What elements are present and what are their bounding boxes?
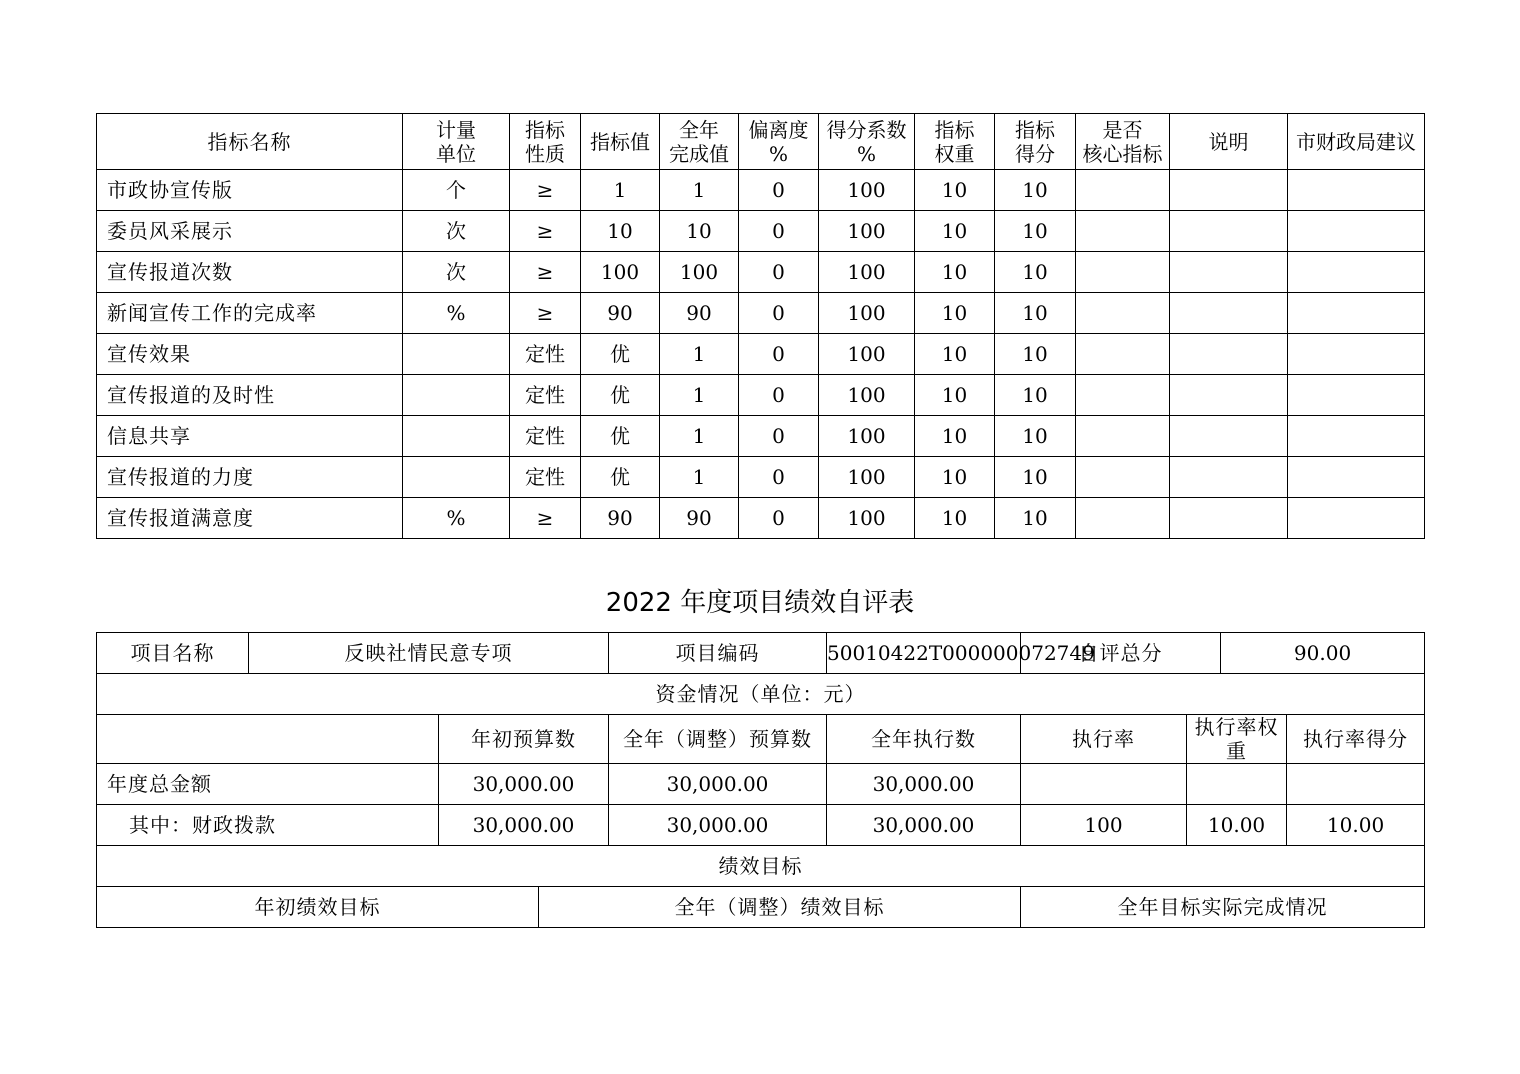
indicator-cell — [1076, 211, 1170, 252]
indicator-cell: 0 — [739, 498, 819, 539]
funds-cell: 年度总金额 — [97, 764, 439, 805]
indicator-cell: 10 — [995, 457, 1076, 498]
indicator-cell — [403, 457, 510, 498]
indicator-cell — [1288, 252, 1425, 293]
funds-cell — [1021, 764, 1187, 805]
indicator-cell: 90 — [581, 498, 660, 539]
indicator-cell: ≥ — [510, 498, 581, 539]
indicator-cell: 1 — [660, 334, 739, 375]
indicator-cell — [1288, 293, 1425, 334]
funds-header-cell: 执行率 — [1021, 715, 1187, 764]
indicator-row — [97, 457, 1425, 498]
indicator-cell — [403, 375, 510, 416]
indicator-cell — [1076, 293, 1170, 334]
header-cell: 指标 性质 — [510, 114, 581, 170]
indicator-cell — [403, 334, 510, 375]
funds-cell: 30,000.00 — [827, 805, 1021, 846]
indicator-row — [97, 498, 1425, 539]
indicator-cell: % — [403, 498, 510, 539]
indicator-cell: 100 — [819, 170, 915, 211]
indicator-cell: 定性 — [510, 457, 581, 498]
indicator-cell: 90 — [660, 498, 739, 539]
funds-header-cell — [97, 715, 439, 764]
funds-cell: 30,000.00 — [439, 764, 609, 805]
indicator-cell — [1170, 252, 1288, 293]
indicator-cell: ≥ — [510, 293, 581, 334]
indicator-cell: 0 — [739, 170, 819, 211]
indicator-cell: 90 — [581, 293, 660, 334]
indicator-cell: 1 — [660, 375, 739, 416]
header-cell: 得分系数 % — [819, 114, 915, 170]
indicator-cell: 10 — [915, 170, 995, 211]
header-cell: 全年 完成值 — [660, 114, 739, 170]
funds-header-cell: 年初预算数 — [439, 715, 609, 764]
indicator-cell — [1288, 375, 1425, 416]
indicator-cell: ≥ — [510, 211, 581, 252]
project-info-row — [97, 633, 1425, 674]
indicator-name-cell: 宣传报道次数 — [97, 252, 403, 293]
goals-header-cell: 年初绩效目标 — [97, 887, 539, 928]
indicator-cell: 0 — [739, 416, 819, 457]
indicator-name-cell: 宣传效果 — [97, 334, 403, 375]
indicator-cell: 优 — [581, 457, 660, 498]
indicator-cell — [1170, 211, 1288, 252]
indicator-cell: 10 — [995, 416, 1076, 457]
funds-cell: 10.00 — [1287, 805, 1425, 846]
indicator-cell: 100 — [819, 498, 915, 539]
indicator-row — [97, 211, 1425, 252]
indicator-cell: 1 — [660, 416, 739, 457]
indicator-cell — [1170, 498, 1288, 539]
indicator-cell: 0 — [739, 293, 819, 334]
indicator-cell: 10 — [995, 375, 1076, 416]
total-score-label: 自评总分 — [1021, 633, 1221, 674]
indicator-name-cell: 宣传报道的力度 — [97, 457, 403, 498]
indicator-table — [96, 113, 1425, 539]
indicator-cell: 定性 — [510, 375, 581, 416]
indicator-cell — [1170, 170, 1288, 211]
indicator-cell: 100 — [819, 252, 915, 293]
header-cell: 计量 单位 — [403, 114, 510, 170]
header-cell: 说明 — [1170, 114, 1288, 170]
indicator-row — [97, 293, 1425, 334]
header-cell: 市财政局建议 — [1288, 114, 1425, 170]
indicator-cell: 10 — [995, 334, 1076, 375]
indicator-cell: 100 — [819, 457, 915, 498]
project-name-label: 项目名称 — [97, 633, 249, 674]
indicator-cell — [1288, 498, 1425, 539]
indicator-row — [97, 252, 1425, 293]
funds-heading-row — [97, 674, 1425, 715]
indicator-cell — [1076, 457, 1170, 498]
funds-cell — [1187, 764, 1287, 805]
funds-header-cell: 执行率权重 — [1187, 715, 1287, 764]
funds-cell — [1287, 764, 1425, 805]
indicator-cell: 1 — [660, 457, 739, 498]
indicator-cell — [403, 416, 510, 457]
eval-form-title: 2022 年度项目绩效自评表 — [605, 588, 915, 618]
indicator-cell: 优 — [581, 334, 660, 375]
funds-row — [97, 805, 1425, 846]
funds-header-cell: 全年执行数 — [827, 715, 1021, 764]
indicator-cell — [1170, 334, 1288, 375]
indicator-cell: 次 — [403, 211, 510, 252]
indicator-row — [97, 334, 1425, 375]
goals-heading-row — [97, 846, 1425, 887]
funds-header-cell: 全年（调整）预算数 — [609, 715, 827, 764]
indicator-cell — [1288, 211, 1425, 252]
indicator-cell: 10 — [915, 498, 995, 539]
indicator-cell — [1076, 498, 1170, 539]
indicator-cell — [1288, 457, 1425, 498]
goals-heading: 绩效目标 — [97, 846, 1425, 887]
indicator-cell: ≥ — [510, 252, 581, 293]
project-code-label: 项目编码 — [609, 633, 827, 674]
total-score-value: 90.00 — [1221, 633, 1425, 674]
indicator-cell: 10 — [995, 293, 1076, 334]
indicator-cell: 0 — [739, 375, 819, 416]
indicator-cell — [1170, 457, 1288, 498]
indicator-name-cell: 新闻宣传工作的完成率 — [97, 293, 403, 334]
indicator-cell: 100 — [819, 416, 915, 457]
indicator-cell: ≥ — [510, 170, 581, 211]
indicator-cell: 100 — [581, 252, 660, 293]
indicator-row — [97, 375, 1425, 416]
indicator-cell: 100 — [819, 293, 915, 334]
indicator-cell — [1076, 416, 1170, 457]
indicator-cell: 0 — [739, 211, 819, 252]
indicator-cell: 定性 — [510, 334, 581, 375]
funds-cell: 30,000.00 — [827, 764, 1021, 805]
indicator-cell: 100 — [819, 211, 915, 252]
header-cell: 指标 得分 — [995, 114, 1076, 170]
header-cell: 指标 权重 — [915, 114, 995, 170]
funds-cell: 100 — [1021, 805, 1187, 846]
indicator-cell: 10 — [915, 375, 995, 416]
indicator-cell — [1170, 293, 1288, 334]
indicator-cell: 优 — [581, 416, 660, 457]
indicator-row — [97, 416, 1425, 457]
funds-header-row — [97, 715, 1425, 764]
indicator-cell: 0 — [739, 334, 819, 375]
indicator-name-cell: 信息共享 — [97, 416, 403, 457]
project-name-value: 反映社情民意专项 — [249, 633, 609, 674]
indicator-cell: 100 — [660, 252, 739, 293]
indicator-cell: 100 — [819, 334, 915, 375]
indicator-cell: 优 — [581, 375, 660, 416]
funds-cell: 30,000.00 — [609, 805, 827, 846]
indicator-cell: 0 — [739, 252, 819, 293]
project-code-value: 50010422T000000072749 — [827, 633, 1021, 674]
header-cell: 指标名称 — [97, 114, 403, 170]
indicator-row — [97, 170, 1425, 211]
indicator-cell — [1288, 416, 1425, 457]
indicator-cell — [1076, 252, 1170, 293]
indicator-cell: 个 — [403, 170, 510, 211]
indicator-cell — [1076, 375, 1170, 416]
indicator-cell — [1076, 170, 1170, 211]
goals-header-row — [97, 887, 1425, 928]
indicator-cell: 次 — [403, 252, 510, 293]
indicator-cell — [1170, 375, 1288, 416]
funds-cell: 10.00 — [1187, 805, 1287, 846]
indicator-name-cell: 市政协宣传版 — [97, 170, 403, 211]
indicator-cell: 10 — [915, 293, 995, 334]
indicator-cell: 0 — [739, 457, 819, 498]
indicator-cell: 10 — [581, 211, 660, 252]
header-cell: 是否 核心指标 — [1076, 114, 1170, 170]
indicator-cell: 10 — [915, 416, 995, 457]
funds-cell: 30,000.00 — [439, 805, 609, 846]
funds-cell: 其中：财政拨款 — [97, 805, 439, 846]
indicator-cell: 100 — [819, 375, 915, 416]
indicator-cell: % — [403, 293, 510, 334]
indicator-cell: 10 — [660, 211, 739, 252]
indicator-cell — [1288, 170, 1425, 211]
indicator-name-cell: 宣传报道的及时性 — [97, 375, 403, 416]
indicator-cell: 90 — [660, 293, 739, 334]
funds-cell: 30,000.00 — [609, 764, 827, 805]
indicator-cell: 1 — [581, 170, 660, 211]
goals-header-cell: 全年（调整）绩效目标 — [539, 887, 1021, 928]
indicator-cell — [1288, 334, 1425, 375]
header-cell: 指标值 — [581, 114, 660, 170]
indicator-cell: 定性 — [510, 416, 581, 457]
eval-table — [96, 632, 1425, 928]
indicator-cell: 10 — [915, 211, 995, 252]
header-cell: 偏离度 % — [739, 114, 819, 170]
indicator-name-cell: 宣传报道满意度 — [97, 498, 403, 539]
indicator-cell: 10 — [915, 457, 995, 498]
indicator-cell: 10 — [995, 211, 1076, 252]
indicator-cell: 10 — [915, 252, 995, 293]
indicator-cell: 10 — [995, 252, 1076, 293]
indicator-name-cell: 委员风采展示 — [97, 211, 403, 252]
funds-heading: 资金情况（单位：元） — [97, 674, 1425, 715]
funds-row — [97, 764, 1425, 805]
indicator-cell — [1076, 334, 1170, 375]
indicator-cell — [1170, 416, 1288, 457]
funds-header-cell: 执行率得分 — [1287, 715, 1425, 764]
indicator-cell: 10 — [995, 498, 1076, 539]
goals-header-cell: 全年目标实际完成情况 — [1021, 887, 1425, 928]
indicator-cell: 10 — [915, 334, 995, 375]
indicator-cell: 1 — [660, 170, 739, 211]
indicator-header-row — [97, 114, 1425, 170]
indicator-cell: 10 — [995, 170, 1076, 211]
